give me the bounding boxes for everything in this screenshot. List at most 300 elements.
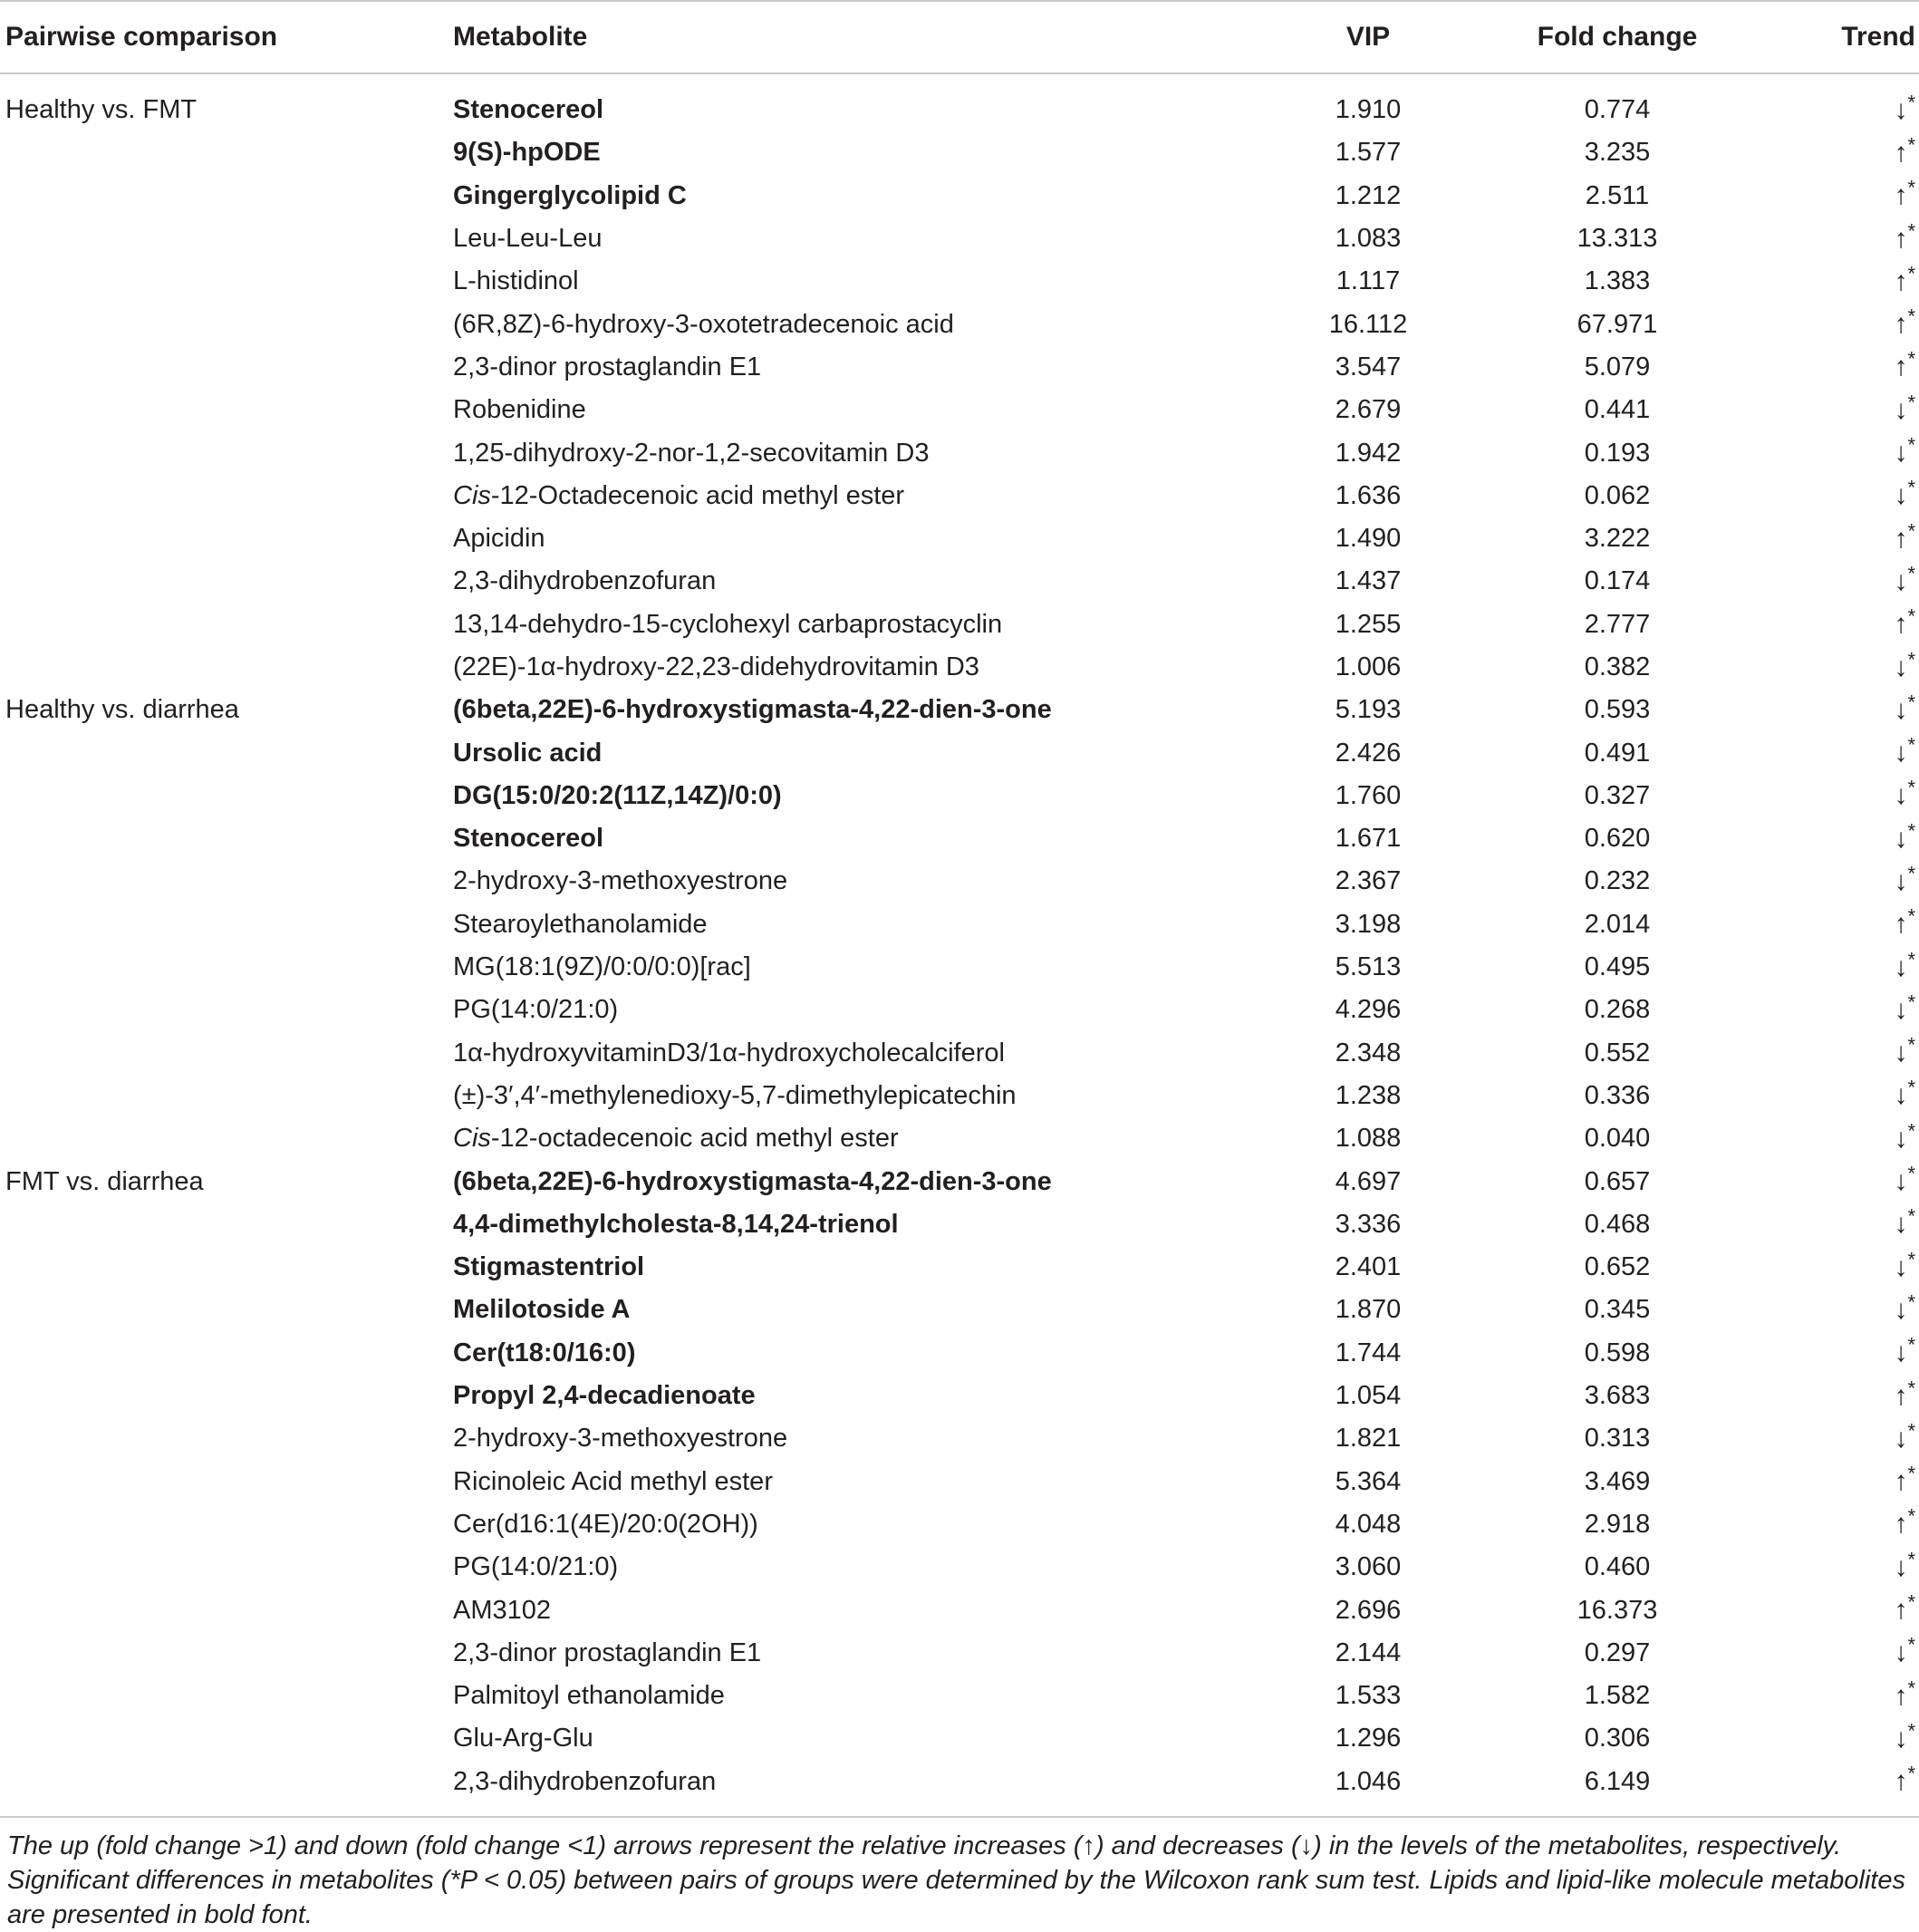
cell-metabolite <box>453 1167 1268 1197</box>
cell-trend <box>1740 1162 1919 1197</box>
cell-vip: 2.426 <box>1335 738 1402 768</box>
cell-fold-change: 0.598 <box>1584 1338 1651 1367</box>
cell-vip: 16.112 <box>1328 309 1408 339</box>
cell-trend <box>1740 347 1919 382</box>
significance-star: * <box>1907 1719 1915 1743</box>
header-fold-change: Fold change <box>1537 22 1698 52</box>
trend-arrow-icon: ↓ <box>1894 1080 1908 1111</box>
cell-metabolite <box>453 1596 1268 1626</box>
cell-metabolite <box>453 524 1268 554</box>
significance-star: * <box>1907 1162 1915 1185</box>
cell-trend <box>1740 1548 1919 1583</box>
cell-vip: 2.696 <box>1335 1595 1402 1625</box>
trend-arrow-icon: ↑ <box>1894 1466 1908 1497</box>
cell-trend <box>1740 691 1919 726</box>
trend-arrow-icon: ↑ <box>1894 223 1908 254</box>
cell-metabolite <box>453 224 1268 254</box>
cell-trend <box>1740 218 1919 255</box>
table-row <box>0 1632 1919 1675</box>
cell-fold-change: 0.774 <box>1584 95 1651 125</box>
significance-star: * <box>1907 304 1915 328</box>
cell-vip: 1.942 <box>1335 438 1402 468</box>
significance-star: * <box>1907 1248 1915 1270</box>
cell-fold-change: 2.014 <box>1584 909 1651 939</box>
cell-metabolite <box>453 1467 1268 1497</box>
cell-metabolite <box>453 652 1268 682</box>
cell-vip: 1.910 <box>1335 95 1402 125</box>
table-row <box>0 860 1919 903</box>
cell-trend <box>1740 90 1919 126</box>
metabolite-name: (6beta,22E)-6-hydroxystigmasta-4,22-dien-3-one <box>453 695 1052 725</box>
table-row <box>0 475 1919 517</box>
trend-arrow-icon: ↓ <box>1894 1123 1908 1154</box>
cell-pairwise-comparison: FMT vs. diarrhea <box>5 1166 204 1196</box>
cell-fold-change: 13.313 <box>1577 224 1658 254</box>
cell-fold-change: 3.235 <box>1584 138 1651 168</box>
cell-metabolite <box>453 1767 1268 1797</box>
trend-arrow-icon: ↓ <box>1894 1723 1908 1753</box>
cell-fold-change: 3.222 <box>1584 524 1651 554</box>
cell-trend <box>1740 990 1919 1026</box>
cell-trend <box>1740 947 1919 983</box>
cell-metabolite <box>453 1381 1268 1411</box>
metabolite-name: L-histidinol <box>453 266 579 296</box>
trend-arrow-icon: ↑ <box>1894 1509 1908 1540</box>
cell-metabolite <box>453 781 1268 811</box>
table-row <box>0 260 1919 303</box>
cell-trend <box>1740 1376 1919 1412</box>
cell-fold-change: 0.491 <box>1584 738 1651 768</box>
cell-trend <box>1740 1504 1919 1540</box>
table-row <box>0 946 1919 989</box>
trend-arrow-icon: ↓ <box>1894 1338 1908 1368</box>
metabolite-name: Palmitoyl ethanolamide <box>453 1681 725 1711</box>
significance-star: * <box>1907 604 1915 628</box>
cell-vip: 2.144 <box>1335 1637 1402 1667</box>
cell-metabolite <box>453 439 1268 469</box>
table-row <box>0 303 1919 345</box>
cell-vip: 5.364 <box>1335 1466 1402 1496</box>
trend-arrow-icon: ↓ <box>1894 1209 1908 1240</box>
significance-star: * <box>1907 347 1915 371</box>
cell-trend <box>1740 176 1919 211</box>
cell-pairwise-comparison: Healthy vs. FMT <box>5 95 198 125</box>
cell-metabolite <box>453 1681 1268 1711</box>
cell-trend <box>1740 733 1919 768</box>
cell-metabolite <box>453 395 1268 425</box>
cell-vip: 1.821 <box>1335 1424 1402 1454</box>
footnote-text: The up (fold change >1) and down (fold change <1) arrows represent the relative increases (↑) and decreases (↓) in the levels of the metabolites, respectively. Significant differences in metabolites (*P < 0.05) between pairs of groups were determined by the Wilcoxon rank sum test. Lipids and lipid-like molecule metabolites are presented in bold font. <box>7 1831 1905 1929</box>
metabolite-name: (22E)-1α-hydroxy-22,23-didehydrovitamin D3 <box>453 652 979 681</box>
cell-fold-change: 0.593 <box>1584 695 1651 725</box>
cell-trend <box>1740 133 1919 169</box>
significance-star: * <box>1907 947 1915 971</box>
metabolite-name: 1α-hydroxyvitaminD3/1α-hydroxycholecalciferol <box>453 1038 1005 1067</box>
cell-trend <box>1740 476 1919 511</box>
cell-vip: 1.437 <box>1335 566 1402 596</box>
metabolite-name: 2,3-dihydrobenzofuran <box>453 566 717 596</box>
cell-fold-change: 0.040 <box>1584 1124 1651 1154</box>
cell-metabolite <box>453 1510 1268 1540</box>
metabolite-name: 2,3-dinor prostaglandin E1 <box>453 352 762 382</box>
significance-star: * <box>1907 1676 1915 1699</box>
cell-vip: 1.117 <box>1336 266 1401 296</box>
significance-star: * <box>1907 562 1915 585</box>
metabolite-name: Stenocereol <box>453 95 603 125</box>
cell-metabolite <box>453 138 1268 168</box>
cell-vip: 2.348 <box>1335 1038 1402 1067</box>
cell-metabolite <box>453 910 1268 940</box>
cell-trend <box>1740 1033 1919 1068</box>
table-row <box>0 1075 1919 1117</box>
cell-fold-change: 0.382 <box>1584 652 1651 681</box>
metabolite-name: (±)-3′,4′-methylenedioxy-5,7-dimethylepicatechin <box>453 1080 1017 1110</box>
trend-arrow-icon: ↓ <box>1894 94 1908 125</box>
table-row <box>0 1589 1919 1631</box>
table-row <box>0 175 1919 217</box>
cell-metabolite <box>453 1424 1268 1454</box>
cell-vip: 4.697 <box>1335 1166 1402 1196</box>
table-row <box>0 731 1919 774</box>
header-pairwise-comparison: Pairwise comparison <box>5 22 278 52</box>
table-row <box>0 560 1919 603</box>
trend-arrow-icon: ↑ <box>1894 609 1908 640</box>
cell-fold-change: 2.511 <box>1585 180 1650 210</box>
cell-fold-change: 16.373 <box>1577 1595 1658 1625</box>
cell-trend <box>1740 819 1919 855</box>
metabolite-name: Robenidine <box>453 395 586 425</box>
metabolite-suffix: -12-Octadecenoic acid methyl ester <box>490 480 905 510</box>
cell-vip: 1.006 <box>1335 652 1402 681</box>
cell-metabolite <box>453 1210 1268 1240</box>
cell-fold-change: 0.327 <box>1584 780 1651 810</box>
cell-vip: 1.760 <box>1335 780 1402 810</box>
table-row <box>0 689 1919 731</box>
cell-metabolite <box>453 566 1268 596</box>
cell-fold-change: 0.495 <box>1584 952 1651 982</box>
trend-arrow-icon: ↑ <box>1894 1380 1908 1411</box>
cell-vip: 5.513 <box>1335 952 1402 982</box>
table-row <box>0 1717 1919 1760</box>
table-footnote <box>0 1818 1919 1932</box>
metabolite-name: Gingerglycolipid C <box>453 180 687 210</box>
cell-trend <box>1740 1204 1919 1240</box>
trend-arrow-icon: ↑ <box>1894 1595 1908 1626</box>
cell-metabolite <box>453 481 1268 511</box>
table-row <box>0 1332 1919 1375</box>
cell-vip: 1.212 <box>1335 180 1402 210</box>
table-header-row <box>0 2 1919 74</box>
metabolite-name: 2,3-dihydrobenzofuran <box>453 1766 717 1796</box>
metabolite-name: Stearoylethanolamide <box>453 909 708 939</box>
cell-metabolite <box>453 181 1268 211</box>
cell-trend <box>1740 647 1919 683</box>
trend-arrow-icon: ↑ <box>1894 137 1908 168</box>
significance-star: * <box>1907 1376 1915 1399</box>
cell-trend <box>1740 391 1919 426</box>
significance-star: * <box>1907 1333 1915 1357</box>
significance-star: * <box>1907 691 1915 714</box>
cell-trend <box>1740 433 1919 469</box>
cell-fold-change: 0.313 <box>1584 1424 1651 1454</box>
trend-arrow-icon: ↑ <box>1894 909 1908 940</box>
table-row <box>0 1203 1919 1246</box>
table-row <box>0 1375 1919 1417</box>
cell-fold-change: 2.777 <box>1584 609 1651 639</box>
metabolite-name: PG(14:0/21:0) <box>453 1552 619 1582</box>
cell-trend <box>1740 1076 1919 1111</box>
significance-star: * <box>1907 1548 1915 1571</box>
metabolite-name: Cer(d16:1(4E)/20:0(2OH)) <box>453 1509 758 1539</box>
cell-vip: 2.367 <box>1335 866 1402 896</box>
cell-metabolite <box>453 95 1268 125</box>
cell-vip: 4.296 <box>1335 995 1402 1025</box>
trend-arrow-icon: ↓ <box>1894 1551 1908 1582</box>
significance-star: * <box>1907 1204 1915 1228</box>
table-row <box>0 646 1919 689</box>
significance-star: * <box>1907 433 1915 457</box>
significance-star: * <box>1907 904 1915 928</box>
cell-metabolite <box>453 824 1268 854</box>
significance-star: * <box>1907 262 1915 285</box>
cell-metabolite <box>453 1338 1268 1368</box>
cell-trend <box>1740 1119 1919 1154</box>
cell-vip: 2.401 <box>1335 1252 1402 1282</box>
trend-arrow-icon: ↑ <box>1894 523 1908 554</box>
cell-vip: 1.296 <box>1335 1724 1402 1753</box>
metabolite-name: 4,4-dimethylcholesta-8,14,24-trienol <box>453 1209 899 1239</box>
cell-trend <box>1740 262 1919 297</box>
metabolite-name: 1,25-dihydroxy-2-nor-1,2-secovitamin D3 <box>453 438 930 468</box>
significance-star: * <box>1907 476 1915 499</box>
metabolite-name: 2,3-dinor prostaglandin E1 <box>453 1637 762 1667</box>
cell-vip: 1.238 <box>1335 1080 1402 1110</box>
cell-metabolite <box>453 952 1268 982</box>
header-trend: Trend <box>1841 22 1915 52</box>
table-row <box>0 1503 1919 1546</box>
significance-star: * <box>1907 990 1915 1014</box>
table-row <box>0 131 1919 174</box>
cell-fold-change: 0.232 <box>1584 866 1651 896</box>
metabolite-name: Ricinoleic Acid methyl ester <box>453 1466 773 1496</box>
cell-fold-change: 0.468 <box>1584 1209 1651 1239</box>
cell-metabolite <box>453 310 1268 340</box>
table-row <box>0 389 1919 431</box>
metabolite-name: Glu-Arg-Glu <box>453 1724 593 1753</box>
trend-arrow-icon: ↓ <box>1894 394 1908 425</box>
metabolite-name: DG(15:0/20:2(11Z,14Z)/0:0) <box>453 780 782 810</box>
metabolite-prefix-italic: Cis <box>453 1124 491 1154</box>
trend-arrow-icon: ↓ <box>1894 738 1908 768</box>
cell-trend <box>1740 1290 1919 1326</box>
cell-metabolite <box>453 1724 1268 1753</box>
cell-trend <box>1740 776 1919 811</box>
trend-arrow-icon: ↓ <box>1894 652 1908 682</box>
cell-metabolite <box>453 1295 1268 1325</box>
cell-vip: 1.255 <box>1335 609 1402 639</box>
cell-fold-change: 2.918 <box>1584 1509 1651 1539</box>
metabolite-prefix-italic: Cis <box>453 480 491 510</box>
cell-vip: 1.671 <box>1335 824 1402 854</box>
cell-fold-change: 0.345 <box>1584 1295 1651 1325</box>
table-row <box>0 1546 1919 1589</box>
significance-star: * <box>1907 176 1915 199</box>
table-row <box>0 1246 1919 1289</box>
cell-metabolite <box>453 610 1268 640</box>
cell-fold-change: 0.652 <box>1584 1252 1651 1282</box>
trend-arrow-icon: ↑ <box>1894 1766 1908 1797</box>
metabolite-name: 2-hydroxy-3-methoxyestrone <box>453 1424 788 1454</box>
cell-vip: 1.046 <box>1335 1766 1402 1796</box>
cell-trend <box>1740 562 1919 597</box>
significance-star: * <box>1907 1119 1915 1143</box>
cell-fold-change: 0.062 <box>1584 480 1651 510</box>
cell-fold-change: 0.460 <box>1584 1552 1651 1582</box>
table-row <box>0 1289 1919 1331</box>
trend-arrow-icon: ↓ <box>1894 1423 1908 1454</box>
trend-arrow-icon: ↓ <box>1894 1637 1908 1668</box>
metabolite-name: PG(14:0/21:0) <box>453 995 619 1025</box>
cell-vip: 1.054 <box>1335 1381 1402 1411</box>
table-row <box>0 1461 1919 1503</box>
significance-star: * <box>1907 391 1915 414</box>
table-row <box>0 217 1919 260</box>
significance-star: * <box>1907 1462 1915 1485</box>
cell-fold-change: 67.971 <box>1577 309 1658 339</box>
cell-fold-change: 3.469 <box>1584 1466 1651 1496</box>
significance-star: * <box>1907 647 1915 671</box>
metabolite-name: Ursolic acid <box>453 738 603 768</box>
cell-fold-change: 0.620 <box>1584 824 1651 854</box>
table-row <box>0 89 1919 131</box>
cell-vip: 4.048 <box>1335 1509 1402 1539</box>
cell-fold-change: 1.383 <box>1584 266 1651 296</box>
significance-star: * <box>1907 1419 1915 1443</box>
cell-fold-change: 0.297 <box>1584 1637 1651 1667</box>
cell-metabolite <box>453 266 1268 296</box>
cell-metabolite <box>453 1638 1268 1668</box>
metabolite-name: Stenocereol <box>453 824 603 854</box>
trend-arrow-icon: ↓ <box>1894 565 1908 596</box>
cell-trend <box>1740 1633 1919 1668</box>
metabolite-name: Stigmastentriol <box>453 1252 645 1282</box>
significance-star: * <box>1907 518 1915 542</box>
significance-star: * <box>1907 1076 1915 1099</box>
cell-fold-change: 3.683 <box>1584 1381 1651 1411</box>
trend-arrow-icon: ↓ <box>1894 1251 1908 1282</box>
cell-metabolite <box>453 1552 1268 1582</box>
table-row <box>0 346 1919 389</box>
cell-fold-change: 0.657 <box>1584 1166 1651 1196</box>
cell-fold-change: 0.268 <box>1584 995 1651 1025</box>
table-row <box>0 1160 1919 1203</box>
table-row <box>0 775 1919 817</box>
table-row <box>0 604 1919 646</box>
table-body <box>0 74 1919 1818</box>
cell-trend <box>1740 1462 1919 1497</box>
cell-metabolite <box>453 1252 1268 1282</box>
metabolite-name: (6R,8Z)-6-hydroxy-3-oxotetradecenoic acid <box>453 309 954 339</box>
trend-arrow-icon: ↓ <box>1894 1038 1908 1068</box>
cell-metabolite <box>453 995 1268 1025</box>
cell-trend <box>1740 862 1919 897</box>
cell-trend <box>1740 1762 1919 1797</box>
cell-fold-change: 6.149 <box>1584 1766 1651 1796</box>
cell-metabolite <box>453 1038 1268 1068</box>
trend-arrow-icon: ↓ <box>1894 823 1908 854</box>
table-row <box>0 817 1919 860</box>
trend-arrow-icon: ↓ <box>1894 1166 1908 1197</box>
metabolite-name: Leu-Leu-Leu <box>453 224 603 254</box>
cell-vip: 1.744 <box>1335 1338 1402 1367</box>
significance-star: * <box>1907 819 1915 843</box>
cell-trend <box>1740 1419 1919 1454</box>
cell-fold-change: 0.336 <box>1584 1080 1651 1110</box>
metabolite-suffix: -12-octadecenoic acid methyl ester <box>490 1124 899 1154</box>
cell-vip: 2.679 <box>1335 395 1402 425</box>
cell-vip: 5.193 <box>1335 695 1402 725</box>
significance-star: * <box>1907 1762 1915 1785</box>
cell-trend <box>1740 604 1919 640</box>
cell-vip: 3.336 <box>1335 1209 1402 1239</box>
significance-star: * <box>1907 90 1915 113</box>
significance-star: * <box>1907 1590 1915 1614</box>
cell-fold-change: 0.552 <box>1584 1038 1651 1067</box>
significance-star: * <box>1907 218 1915 242</box>
metabolite-name: 13,14-dehydro-15-cyclohexyl carbaprostacyclin <box>453 609 1003 639</box>
cell-metabolite <box>453 1124 1268 1154</box>
cell-trend <box>1740 1590 1919 1626</box>
cell-trend <box>1740 904 1919 940</box>
cell-fold-change: 0.193 <box>1584 438 1651 468</box>
table-row <box>0 1761 1919 1803</box>
trend-arrow-icon: ↑ <box>1894 352 1908 382</box>
table-row <box>0 989 1919 1031</box>
significance-star: * <box>1907 133 1915 157</box>
table-row <box>0 1117 1919 1160</box>
table-row <box>0 1675 1919 1717</box>
metabolite-name: (6beta,22E)-6-hydroxystigmasta-4,22-dien-3-one <box>453 1166 1052 1196</box>
cell-vip: 3.060 <box>1335 1552 1402 1582</box>
table-row <box>0 431 1919 474</box>
significance-star: * <box>1907 862 1915 885</box>
trend-arrow-icon: ↓ <box>1894 994 1908 1025</box>
cell-metabolite <box>453 739 1268 768</box>
cell-vip: 1.083 <box>1335 224 1402 254</box>
cell-metabolite <box>453 695 1268 725</box>
table-row <box>0 1032 1919 1075</box>
trend-arrow-icon: ↓ <box>1894 952 1908 982</box>
metabolite-name: MG(18:1(9Z)/0:0/0:0)[rac] <box>453 952 751 982</box>
metabolite-name: Melilotoside A <box>453 1295 631 1325</box>
cell-trend <box>1740 518 1919 555</box>
table-row <box>0 903 1919 946</box>
cell-fold-change: 0.441 <box>1584 395 1651 425</box>
table-row <box>0 517 1919 560</box>
cell-fold-change: 0.174 <box>1584 566 1651 596</box>
cell-trend <box>1740 1676 1919 1712</box>
trend-arrow-icon: ↓ <box>1894 780 1908 811</box>
cell-fold-change: 5.079 <box>1584 352 1651 382</box>
trend-arrow-icon: ↓ <box>1894 1294 1908 1325</box>
trend-arrow-icon: ↓ <box>1894 694 1908 725</box>
header-metabolite: Metabolite <box>453 22 588 52</box>
cell-vip: 1.577 <box>1335 138 1402 168</box>
cell-metabolite <box>453 866 1268 896</box>
cell-metabolite <box>453 1081 1268 1111</box>
cell-vip: 3.198 <box>1335 909 1402 939</box>
cell-fold-change: 1.582 <box>1584 1681 1651 1711</box>
